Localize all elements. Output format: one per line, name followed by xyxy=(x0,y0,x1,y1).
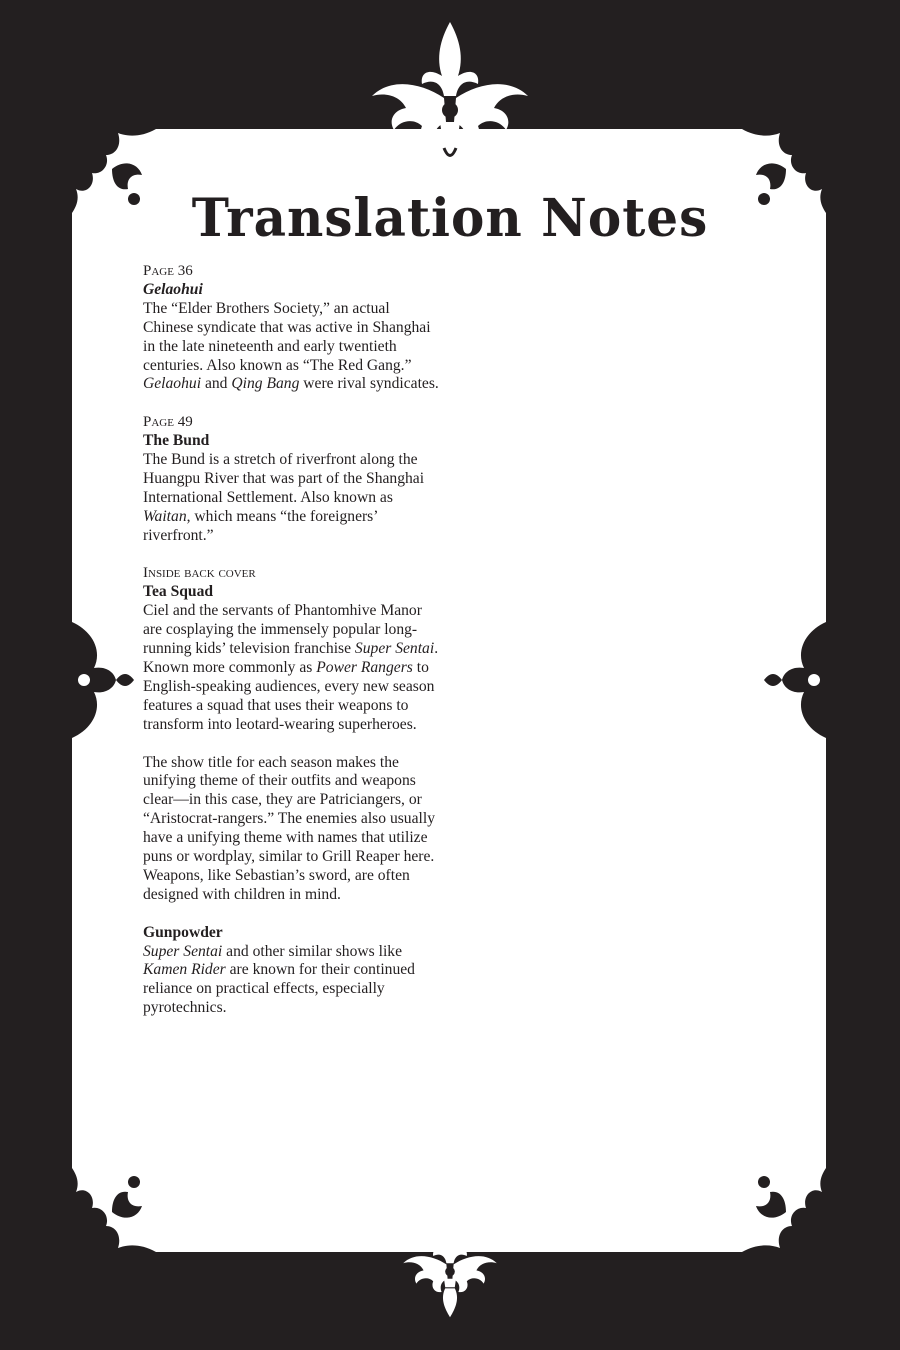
note-section xyxy=(143,262,443,394)
note-paragraph: Ciel and the servants of Phantomhive Manor are cosplaying the immensely popular long-running kids’ television franchise Super Sentai. Known more commonly as Power Rangers to English-speaking audiences, every new season features a squad that uses their weapons to transform into leotard-wearing superheroes. xyxy=(143,602,439,733)
italic-title: Gelaohui xyxy=(143,375,202,393)
side-ornament-left xyxy=(72,622,134,738)
note-term: Tea Squad xyxy=(143,583,214,601)
note-paragraph: The Bund is a stretch of riverfront along the Huangpu River that was part of the Shanghai International Settlement. Also known as Waitan, which means “the foreigners’ riverfront.” xyxy=(143,451,425,544)
note-paragraph: Super Sentai and other similar shows like Kamen Rider are known for their continued reliance on practical effects, especially pyrotechnics. xyxy=(143,942,415,1017)
note-term: The Bund xyxy=(143,432,210,450)
italic-title: Waitan xyxy=(143,507,187,525)
italic-title: Qing Bang xyxy=(231,375,300,393)
notes-content xyxy=(143,262,443,1037)
note-page-ref: Inside back cover xyxy=(143,565,256,582)
corner-ornament-bottom-right xyxy=(742,1168,826,1252)
note-section xyxy=(143,564,443,904)
note-page-ref: Page 49 xyxy=(143,414,193,431)
italic-title: Kamen Rider xyxy=(143,961,226,979)
italic-title: Super Sentai xyxy=(354,640,435,658)
note-term: Gunpowder xyxy=(143,923,223,941)
note-page-ref: Page 36 xyxy=(143,263,193,279)
top-fleur-ornament xyxy=(360,18,540,190)
bottom-fleur-ornament xyxy=(396,1216,504,1320)
note-term: Gelaohui xyxy=(143,280,203,298)
note-section xyxy=(143,924,443,1019)
italic-title: Super Sentai xyxy=(143,942,223,960)
side-ornament-right xyxy=(764,622,826,738)
note-paragraph: The show title for each season makes the unifying theme of their outfits and weapons clear—in this case, they are Patriciangers, or “Aristocrat-rangers.” The enemies also usually have a unifying theme with names that utilize puns or wordplay, similar to Grill Reaper here. Weapons, like Sebastian’s sword, are often designed with children in mind. xyxy=(143,753,435,903)
page-title: Translation Notes xyxy=(191,186,709,249)
italic-title: Power Rangers xyxy=(316,659,413,676)
note-section xyxy=(143,413,443,545)
corner-ornament-bottom-left xyxy=(72,1168,156,1252)
note-paragraph: The “Elder Brothers Society,” an actual Chinese syndicate that was active in Shanghai in the late nineteenth and early twentieth centuries. Also known as “The Red Gang.” Gelaohui and Qing Bang were rival syndicates. xyxy=(143,299,439,393)
